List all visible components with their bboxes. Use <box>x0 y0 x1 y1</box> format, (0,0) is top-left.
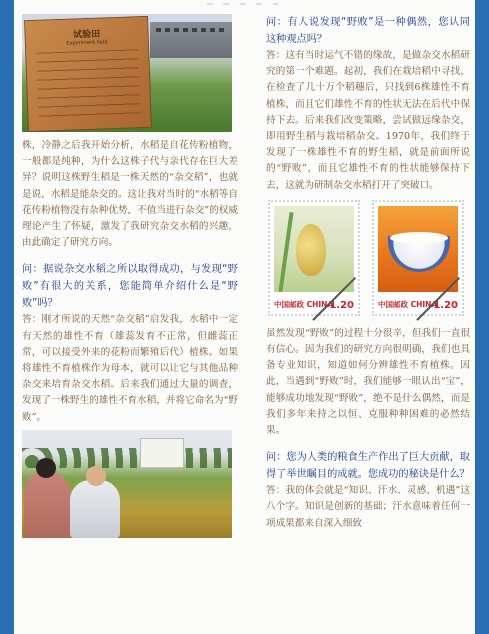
stamp-rice-bowl <box>372 200 464 316</box>
stamp-art <box>378 206 458 292</box>
document-page <box>14 0 475 634</box>
stamp-rice-plant <box>268 200 360 316</box>
left-column <box>22 14 238 538</box>
right-question-1: 问：有人说发现“野败”是一种偶然，您认同这种观点吗？ <box>266 17 470 45</box>
stamp-value: 1.20 <box>329 299 354 311</box>
sign-text-lines <box>36 49 140 123</box>
stamp-pair <box>268 200 468 318</box>
sign-subtitle: Experiment field <box>66 39 108 47</box>
sign-title: 试验田 <box>72 29 101 41</box>
person-woman <box>24 472 70 538</box>
right-question-2: 问：您为人类的粮食生产作出了巨大贡献，取得了举世瞩目的成就。您成功的秘诀是什么？ <box>266 452 470 481</box>
stamp-mark: 中国邮政 CHINA <box>378 299 438 309</box>
left-paragraph-1: 株，冷静之后我开始分析，水稻是自花传粉植物，一般都是纯种，为什么这株子代与亲代存在巨大差异？说明这株野生稻是一株天然的“杂交稻”，也就是说，水稻是能杂交的。这让我对当时的“水稻等自花传粉植物没有杂种优势，不值当进行杂交”的权威理论产生了怀疑，激发了我研究杂交水稻的兴趣，由此确定了研究方向。 <box>22 140 238 249</box>
right-answer-2: 答：我的体会就是“知识、汗水、灵感、机遇”这八个字。知识是创新的基础；汗水意味着任何一项成果都来自深入细致 <box>266 485 470 529</box>
header-decoration: ~ ~ ~ ~ ~ <box>205 0 283 10</box>
rice-field-people-photo <box>22 430 232 538</box>
left-answer-1: 答：刚才所说的天然“杂交稻”启发我，水稻中一定有天然的雄性不育（雄蕊发育不正常，但雌蕊正常，可以接受外来的花粉而繁殖后代）植株。如果将雄性不育植株作为母本，就可以让它与其他品种杂交来培育杂交水稻。后来我们通过大量的调查，发现了一株野生的雄性不育水稻，并将它命名为“野败”。 <box>22 314 238 423</box>
right-answer-1: 答：这有当时运气不错的缘故，是做杂交水稻研究的第一个难题。起初，我们在栽培稻中寻找，在检查了几十万个稻穗后，只找到6株雄性不育植株，而且它们雄性不育的性状无法在后代中保持下去。后来我们改变策略，尝试做远缘杂交，即用野生稻与栽培稻杂交。1970年，我们终于发现了一株雄性不育的野生稻，就是前面所说的“野败”，而且它雄性不育的性状能够保持下去，这就为研制杂交水稻打开了突破口。 <box>266 50 470 191</box>
person-man <box>70 480 120 538</box>
stamp-value: 1.20 <box>433 299 458 311</box>
experiment-field-sign-photo <box>22 14 232 132</box>
right-column <box>266 14 470 532</box>
left-question-1: 问：据说杂交水稻之所以取得成功，与发现“野败”有很大的关系，您能简单介绍什么是“野败”吗？ <box>22 264 238 310</box>
stamp-art <box>274 206 354 292</box>
field-board <box>140 438 184 468</box>
field-sign <box>24 16 152 132</box>
right-paragraph-2: 虽然发现“野败”的过程十分很辛，但我们一直很有信心。因为我们的研究方向很明确，我们也具备专业知识，知道如何分辨雄性不育植株。因此，当遇到“野败”时，我们能够一眼认出“宝”，能够成功地发现“野败”，绝不是什么偶然，而是我们多年来持之以恒、克服种种困难的必然结果。 <box>266 327 470 437</box>
stamp-mark: 中国邮政 CHINA <box>274 299 334 309</box>
building <box>150 22 232 58</box>
